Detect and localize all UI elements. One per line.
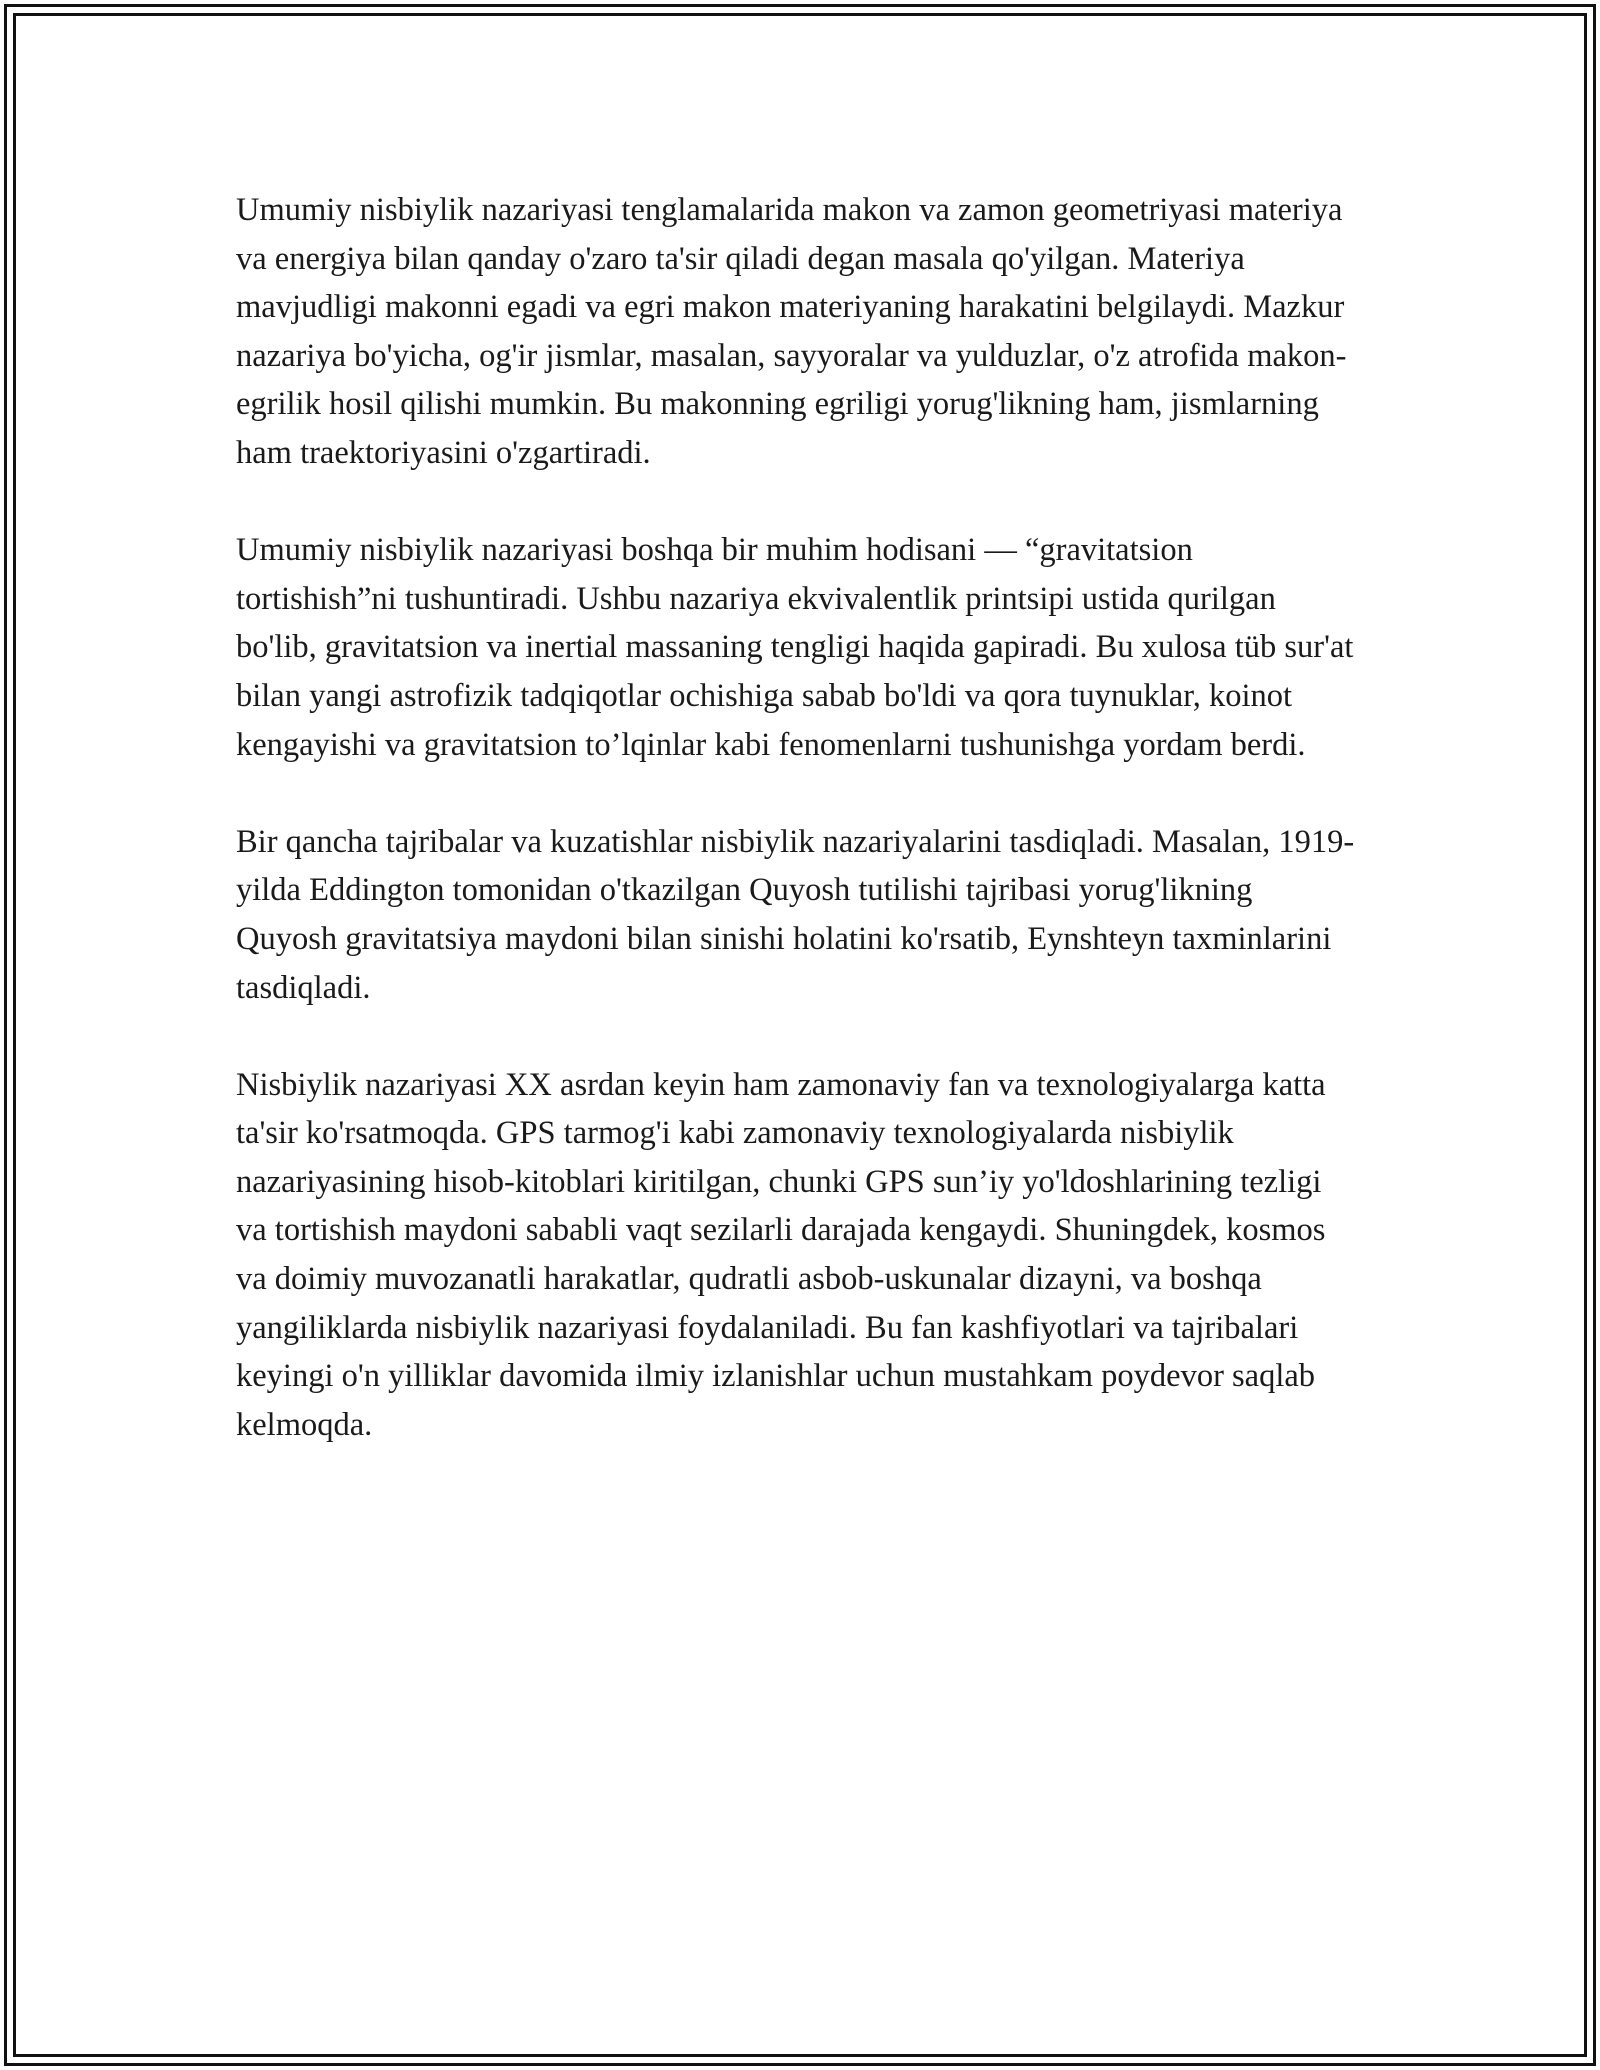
document-body — [236, 186, 1360, 1498]
paragraph-4: Nisbiylik nazariyasi XX asrdan keyin ham zamonaviy fan va texnologiyalarga katta ta'sir ko'rsatmoqda. GPS tarmog'i kabi zamonaviy texnologiyalarda nisbiylik nazariyasining hisob-kitoblari kiritilgan, chunki GPS sun’iy yo'ldoshlarining tezligi va tortishish maydoni sababli vaqt sezilarli darajada kengaydi. Shuningdek, kosmos va doimiy muvozanatli harakatlar, qudratli asbob-uskunalar dizayni, va boshqa yangiliklarda nisbiylik nazariyasi foydalaniladi. Bu fan kashfiyotlari va tajribalari keyingi o'n yilliklar davomida ilmiy izlanishlar uchun mustahkam poydevor saqlab kelmoqda. — [236, 1066, 1326, 1443]
paragraph-3: Bir qancha tajribalar va kuzatishlar nisbiylik nazariyalarini tasdiqladi. Masalan, 1919-yilda Eddington tomonidan o'tkazilgan Quyosh tutilishi tajribasi yorug'likning Quyosh gravitatsiya maydoni bilan sinishi holatini ko'rsatib, Eynshteyn taxminlarini tasdiqladi. — [236, 823, 1355, 1006]
paragraph-1: Umumiy nisbiylik nazariyasi tenglamalarida makon va zamon geometriyasi materiya va energiya bilan qanday o'zaro ta'sir qiladi degan masala qo'yilgan. Materiya mavjudligi makonni egadi va egri makon materiyaning harakatini belgilaydi. Mazkur nazariya bo'yicha, og'ir jismlar, masalan, sayyoralar va yulduzlar, o'z atrofida makon-egrilik hosil qilishi mumkin. Bu makonning egriligi yorug'likning ham, jismlarning ham traektoriyasini o'zgartiradi. — [236, 192, 1347, 471]
paragraph-2: Umumiy nisbiylik nazariyasi boshqa bir muhim hodisani — “gravitatsion tortishish”ni tushuntiradi. Ushbu nazariya ekvivalentlik printsipi ustida qurilgan bo'lib, gravitatsion va inertial massaning tengligi haqida gapiradi. Bu xulosa tüb sur'at bilan yangi astrofizik tadqiqotlar ochishiga sabab bo'ldi va qora tuynuklar, koinot kengayishi va gravitatsion to’lqinlar kabi fenomenlarni tushunishga yordam berdi. — [236, 532, 1354, 763]
